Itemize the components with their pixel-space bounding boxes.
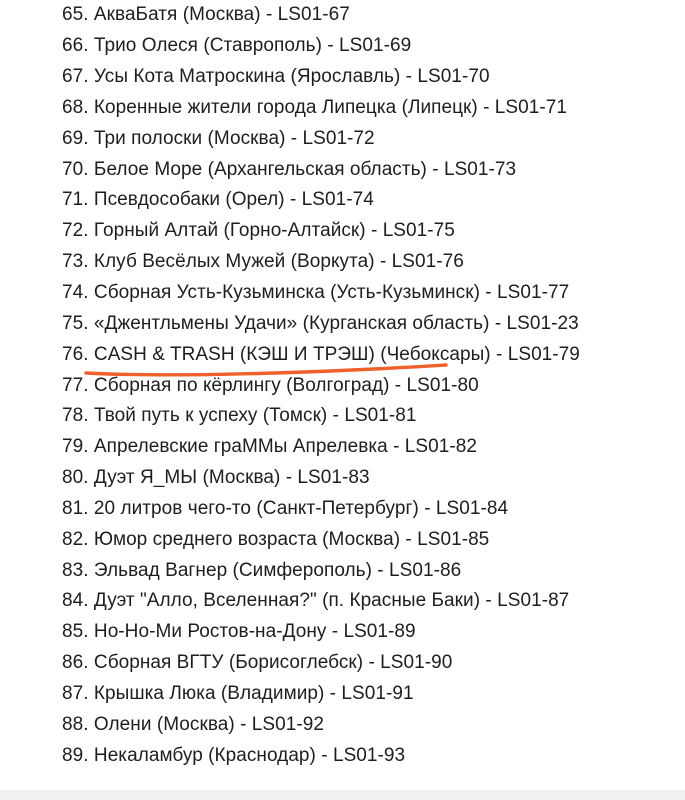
item-text: Апрелевские граММы Апрелевка - LS01-82 [93, 436, 477, 458]
item-text: Но-Но-Ми Ростов-на-Дону - LS01-89 [93, 621, 416, 643]
item-text: Трио Олеся (Ставрополь) - LS01-69 [93, 35, 412, 57]
list-item [62, 62, 580, 93]
item-number: 76. [62, 343, 89, 365]
item-text: Горный Алтай (Горно-Алтайск) - LS01-75 [93, 220, 455, 242]
item-number: 72. [62, 220, 89, 242]
list-item [62, 709, 580, 740]
item-number: 83. [62, 559, 89, 581]
team-list [62, 0, 580, 771]
item-text: Белое Море (Архангельская область) - LS01-73 [93, 158, 517, 180]
item-text: Коренные жители города Липецка (Липецк) - LS01-71 [93, 96, 567, 118]
list-item [62, 617, 580, 648]
item-number: 71. [62, 189, 89, 211]
list-item [62, 247, 580, 278]
item-text: Олени (Москва) - LS01-92 [93, 713, 324, 735]
item-text: Твой путь к успеху (Томск) - LS01-81 [93, 405, 417, 427]
item-text: Крышка Люка (Владимир) - LS01-91 [93, 682, 414, 704]
item-number: 70. [62, 158, 89, 180]
item-text: Дуэт Я_МЫ (Москва) - LS01-83 [93, 467, 370, 489]
item-number: 77. [62, 374, 89, 396]
list-item [62, 679, 580, 710]
item-text: «Джентльмены Удачи» (Курганская область) - LS01-23 [93, 312, 579, 334]
item-text: Усы Кота Матроскина (Ярославль) - LS01-70 [93, 66, 490, 88]
item-number: 86. [62, 652, 89, 674]
list-item [62, 432, 580, 463]
item-text: Юмор среднего возраста (Москва) - LS01-85 [93, 528, 490, 550]
item-number: 89. [62, 744, 89, 766]
item-number: 82. [62, 528, 89, 550]
list-item-highlighted [62, 339, 580, 370]
list-item [62, 524, 580, 555]
item-number: 65. [62, 4, 89, 26]
list-item [62, 648, 580, 679]
list-item [62, 401, 580, 432]
item-number: 74. [62, 282, 89, 304]
item-text: Сборная Усть-Кузьминска (Усть-Кузьминск) - LS01-77 [93, 282, 570, 304]
item-text: Псевдособаки (Орел) - LS01-74 [93, 189, 374, 211]
list-item [62, 586, 580, 617]
item-text: CASH & TRASH (КЭШ И ТРЭШ) (Чебоксары) - LS01-79 [93, 343, 580, 365]
list-item [62, 370, 580, 401]
list-item [62, 308, 580, 339]
page-bottom-edge [0, 790, 685, 800]
item-number: 68. [62, 96, 89, 118]
item-number: 80. [62, 467, 89, 489]
item-text: Три полоски (Москва) - LS01-72 [93, 127, 375, 149]
item-number: 87. [62, 682, 89, 704]
item-number: 75. [62, 312, 89, 334]
item-number: 88. [62, 713, 89, 735]
item-text: АкваБатя (Москва) - LS01-67 [93, 4, 350, 26]
item-number: 73. [62, 251, 89, 273]
list-item [62, 463, 580, 494]
item-text: Клуб Весёлых Мужей (Воркута) - LS01-76 [93, 251, 464, 273]
item-text: Некаламбур (Краснодар) - LS01-93 [93, 744, 406, 766]
list-item [62, 93, 580, 124]
list-item [62, 154, 580, 185]
item-text: Эльвад Вагнер (Симферополь) - LS01-86 [93, 559, 462, 581]
item-number: 78. [62, 405, 89, 427]
item-number: 67. [62, 66, 89, 88]
list-item [62, 555, 580, 586]
list-item [62, 0, 580, 31]
item-number: 81. [62, 497, 89, 519]
list-item [62, 494, 580, 525]
list-item [62, 216, 580, 247]
item-text: Дуэт "Алло, Вселенная?" (п. Красные Баки) - LS01-87 [93, 590, 570, 612]
list-item [62, 185, 580, 216]
item-number: 84. [62, 590, 89, 612]
item-text: 20 литров чего-то (Санкт-Петербург) - LS01-84 [93, 497, 509, 519]
list-item [62, 123, 580, 154]
list-item [62, 278, 580, 309]
item-text: Сборная по кёрлингу (Волгоград) - LS01-80 [93, 374, 479, 396]
list-item [62, 31, 580, 62]
item-text: Сборная ВГТУ (Борисоглебск) - LS01-90 [93, 652, 453, 674]
list-item [62, 740, 580, 771]
item-number: 66. [62, 35, 89, 57]
item-number: 79. [62, 436, 89, 458]
item-number: 69. [62, 127, 89, 149]
item-number: 85. [62, 621, 89, 643]
